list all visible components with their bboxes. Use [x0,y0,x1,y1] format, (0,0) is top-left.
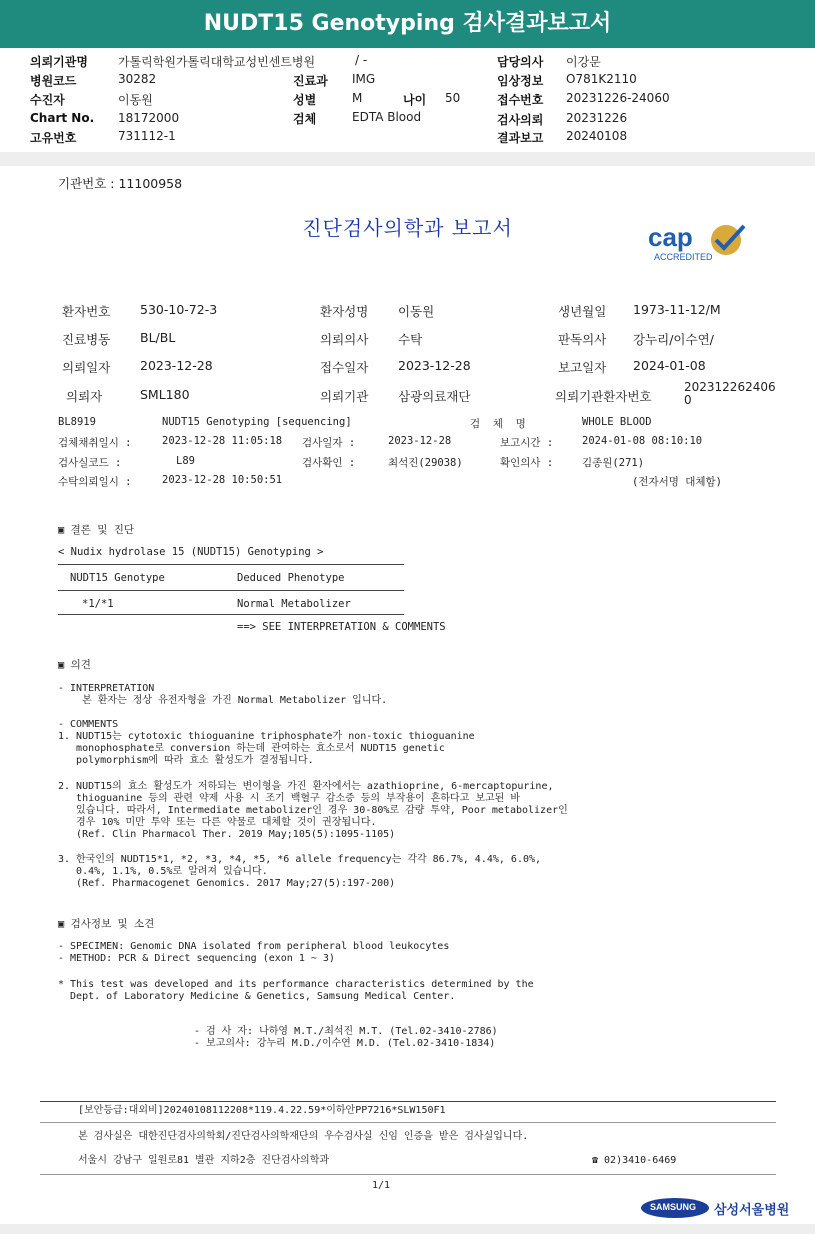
label-hospital-code: 병원코드 [30,74,77,88]
label-lab-code: 검사실코드 : [58,457,122,469]
value-report-time: 2024-01-08 08:10:10 [582,435,703,447]
table-header-phenotype: Deduced Phenotype [237,572,345,584]
hospital-name: 삼성서울병원 [714,1203,790,1218]
comment-1: 1. NUDT15는 cytotoxic thioguanine triphosphate가 non-toxic thioguanine monophosphate로 conversion 하는데 관여하는 효소로서 NUDT15 genetic polymorphism에 따라 효소 활성도가 결정됩니다. [58,731,475,766]
value-patient-no: 530-10-72-3 [140,302,218,317]
label-clinical-info: 임상정보 [497,74,544,88]
value-receipt-no: 20231226-24060 [566,91,670,105]
label-specimen-name: 검 체 명 [470,418,526,430]
label-unique-no: 고유번호 [30,131,77,145]
value-clinical-info: O781K2110 [566,72,637,86]
interpretation-text: - INTERPRETATION 본 환자는 정상 유전자형을 가진 Normal Metabolizer 입니다. [58,683,388,706]
value-unique-no: 731112-1 [118,129,176,143]
footer-rule-3 [40,1174,776,1175]
label-sex: 성별 [293,93,317,107]
label-collect-time: 검체채취일시 : [58,437,132,449]
cap-logo-text: cap [648,222,693,252]
footer-rule-2 [40,1122,776,1123]
section-conclusion-heading: ▣ 결론 및 진단 [58,524,135,536]
label-requesting-institution: 의뢰기관명 [30,55,88,69]
value-institution-suffix: / - [355,53,368,67]
label-requesting-org: 의뢰기관 [320,389,369,404]
value-chart-no: 18172000 [118,111,180,125]
label-requesting-doctor: 의뢰의사 [320,332,369,347]
table-rule-middle [58,590,404,591]
label-consign-time: 수탁의뢰일시 : [58,476,132,488]
page-number: 1/1 [372,1180,391,1191]
value-reading-doctor: 강누리/이수연/ [633,332,714,347]
value-test-request: 20231226 [566,111,628,125]
value-hospital-code: 30282 [118,72,157,86]
label-confirm-doctor: 확인의사 : [500,457,554,469]
certification-text: 본 검사실은 대한진단검사의학회/진단검사의학재단의 우수검사실 신임 인증을 받은 검사실입니다. [78,1131,529,1142]
value-collect-time: 2023-12-28 11:05:18 [162,435,283,447]
value-confirm-doctor: 김종원(271) [582,457,645,469]
label-test-confirm: 검사확인 : [302,457,356,469]
comments-heading: - COMMENTS [58,719,119,730]
table-header-genotype: NUDT15 Genotype [70,572,165,584]
test-code: BL8919 [58,416,96,428]
label-examinee: 수진자 [30,93,65,107]
value-request-date: 2023-12-28 [140,358,213,373]
value-requesting-doctor: 수탁 [398,332,423,347]
comment-3: 3. 한국인의 NUDT15*1, *2, *3, *4, *5, *6 allele frequency는 각각 86.7%, 4.4%, 6.0%, 0.4%, 1.1%, 0.5%로 알려져 있습니다. (Ref. Pharmacogenet Genomics. 2017 May;27(5):197-200) [58,854,542,889]
page-title: NUDT15 Genotyping 검사결과보고서 [203,11,612,36]
label-ward: 진료병동 [62,332,111,347]
disclaimer-text: * This test was developed and its performance characteristics determined by the Dept. of Laboratory Medicine & Genetics, Samsung Medical Center. [58,979,534,1002]
label-age: 나이 [403,93,427,107]
label-birthdate: 생년월일 [558,304,607,319]
label-receipt-date: 접수일자 [320,360,369,375]
value-requester: SML180 [140,387,190,402]
label-specimen: 검체 [293,112,317,126]
value-examinee: 이동원 [118,93,153,107]
footer-rule-top [40,1101,776,1102]
value-requesting-org: 삼광의료재단 [398,389,471,404]
value-patient-name: 이동원 [398,304,435,319]
label-chart-no: Chart No. [30,111,95,125]
value-specimen: EDTA Blood [352,110,422,124]
security-line: [보안등급:대외비]20240108112208*119.4.22.59*이하안PP7216*SLW150F1 [78,1105,446,1116]
samsung-hospital-logo [640,1196,790,1220]
comment-2: 2. NUDT15의 효소 활성도가 저하되는 변이형을 가진 환자에서는 azathioprine, 6-mercaptopurine, thioguanine 등의 관련 약제 사용 시 조기 백혈구 감소증 등의 부작용이 흔하다고 보고된 바 있습니다. 따라서, Intermediate metabolizer인 경우 30-80%로 감량 투약, Poor metabolizer인 경우 10% 미만 투약 또는 다른 약물로 대체할 것이 권장됩니다. (Ref. Clin Pharmacol Ther. 2019 May;105(5):1095-1105) [58,781,568,840]
value-result-report: 20240108 [566,129,628,143]
lab-phone: ☎ 02)3410-6469 [592,1155,677,1166]
label-result-report: 결과보고 [497,131,544,145]
value-birthdate: 1973-11-12/M [633,302,721,317]
label-patient-name: 환자성명 [320,304,369,319]
label-attending-doctor: 담당의사 [497,55,544,69]
value-sex: M [352,91,363,105]
electronic-signature-note: (전자서명 대체함) [632,476,722,488]
gene-title: < Nudix hydrolase 15 (NUDT15) Genotyping > [58,546,324,558]
label-requester: 의뢰자 [66,389,103,404]
cap-logo-sub: ACCREDITED [654,252,713,262]
value-consign-time: 2023-12-28 10:50:51 [162,474,283,486]
label-test-request: 검사의뢰 [497,113,544,127]
label-test-date: 검사일자 : [302,437,356,449]
report-title-bar [0,0,815,48]
value-specimen-name: WHOLE BLOOD [582,416,652,428]
staff-info: - 검 사 자: 나하영 M.T./최석진 M.T. (Tel.02-3410-2786) - 보고의사: 강누리 M.D./이수연 M.D. (Tel.02-3410-1834) [194,1026,498,1049]
genotype-value: *1/*1 [82,598,114,610]
report-subtitle: 진단검사의학과 보고서 [302,216,513,240]
value-ward: BL/BL [140,330,176,345]
cap-accredited-logo [648,220,758,270]
page-separator [0,152,815,166]
specimen-method-text: - SPECIMEN: Genomic DNA isolated from peripheral blood leukocytes - METHOD: PCR & Direct sequencing (exon 1 ~ 3) [58,941,450,964]
value-lab-code: L89 [176,455,195,467]
label-request-date: 의뢰일자 [62,360,111,375]
see-interpretation-note: ==> SEE INTERPRETATION & COMMENTS [237,621,446,633]
table-rule-top [58,564,404,565]
label-department: 진료과 [293,74,328,88]
label-report-date: 보고일자 [558,360,607,375]
test-name: NUDT15 Genotyping [sequencing] [162,416,352,428]
page-bottom-strip [0,1224,815,1234]
value-attending-doctor: 이강문 [566,55,601,69]
value-age: 50 [445,91,461,105]
table-rule-bottom [58,614,404,615]
lab-address: 서울시 강남구 일원로81 별관 지하2층 진단검사의학과 [78,1155,330,1166]
label-reading-doctor: 판독의사 [558,332,607,347]
section-testinfo-heading: ▣ 검사정보 및 소견 [58,918,155,930]
label-receipt-no: 접수번호 [497,93,544,107]
section-opinion-heading: ▣ 의견 [58,659,91,671]
label-report-time: 보고시간 : [500,437,554,449]
value-test-date: 2023-12-28 [388,435,452,447]
value-department: IMG [352,72,376,86]
samsung-logo-text: SAMSUNG [650,1202,697,1212]
phenotype-value: Normal Metabolizer [237,598,351,610]
value-org-patient-no: 202312262406 0 [684,380,776,407]
label-org-patient-no: 의뢰기관환자번호 [555,389,652,404]
value-receipt-date: 2023-12-28 [398,358,471,373]
institution-number: 기관번호 : 11100958 [58,176,183,191]
value-test-confirm: 최석진(29038) [388,457,463,469]
value-requesting-institution: 가톨릭학원가톨릭대학교성빈센트병원 [118,55,316,69]
value-report-date: 2024-01-08 [633,358,706,373]
label-patient-no: 환자번호 [62,304,111,319]
